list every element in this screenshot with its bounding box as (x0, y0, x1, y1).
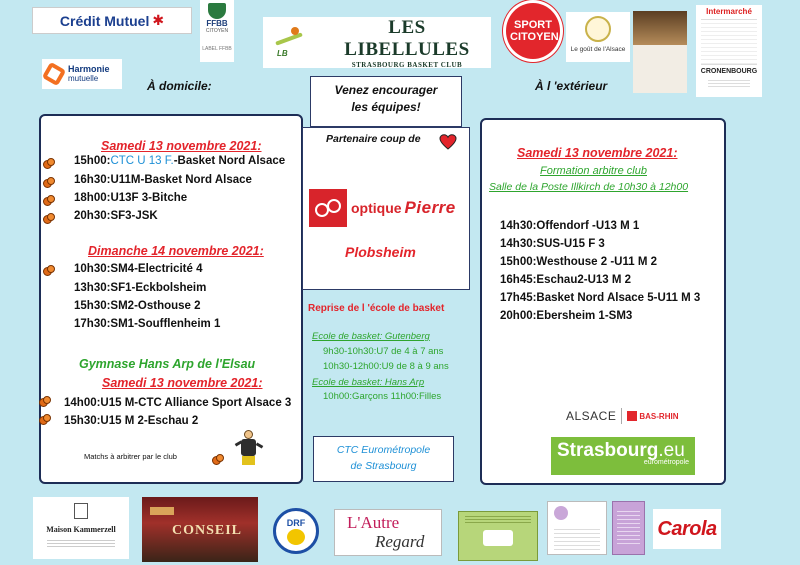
green-flyer-card (458, 511, 538, 561)
kammerzell-logo: Maison Kammerzell (33, 497, 129, 559)
domicile-day3-title: Samedi 13 novembre 2021: (102, 376, 263, 390)
gout-alsace-logo: Le goût de l'Alsace (566, 12, 630, 62)
credit-mutuel-logo: Crédit Mutuel ✱ (32, 7, 192, 34)
green-flyer-logo-icon (483, 530, 513, 546)
away-match-row: 17h45:Basket Nord Alsace 5-U11 M 3 (500, 292, 701, 304)
match-row: 10h30:SM4-Electricité 4 (74, 263, 203, 275)
match-row: 15h30:U15 M 2-Eschau 2 (64, 415, 199, 427)
basketball-icon (43, 195, 53, 205)
domicile-day2-title: Dimanche 14 novembre 2021: (88, 244, 264, 258)
autre-regard-logo: L'Autre Regard (334, 509, 442, 556)
strasbourg-eu-logo: Strasbourg.eu eurométropole (551, 437, 695, 475)
bas-rhin-mark-icon (627, 411, 637, 421)
ctc-box: CTC Eurométropole de Strasbourg (313, 436, 454, 482)
optique-pierre-logo: optique Pierre (309, 189, 467, 227)
away-match-row: 14h30:Offendorf -U13 M 1 (500, 220, 640, 232)
ffbb-shield-icon (208, 3, 226, 19)
reprise-title: Reprise de l 'école de basket (308, 303, 445, 314)
plobsheim-label: Plobsheim (345, 244, 416, 260)
basketball-icon (212, 454, 222, 464)
sport-citoyen-logo: SPORT CITOYEN (503, 0, 563, 62)
domicile-panel (39, 114, 303, 484)
venue-title: Gymnase Hans Arp de l'Elsau (79, 357, 256, 371)
cuisine-photo (633, 11, 687, 93)
match-row: 15h00:CTC U 13 F.-Basket Nord Alsace (74, 155, 286, 167)
carola-logo: Carola (653, 509, 721, 549)
domicile-day1-title: Samedi 13 novembre 2021: (101, 139, 262, 153)
harmonie-hexagon-icon (42, 62, 66, 87)
drf-alpha-icon (287, 529, 305, 545)
basketball-icon (39, 396, 49, 406)
match-row: 20h30:SF3-JSK (74, 210, 158, 222)
ffbb-label-logo: FFBB CITOYEN LABEL FFBB (200, 0, 234, 62)
business-card-1 (547, 501, 607, 555)
ecole2-title: Ecole de basket: Hans Arp (312, 377, 425, 388)
basketball-icon (43, 158, 53, 168)
basketball-icon (43, 177, 53, 187)
partenaire-label: Partenaire coup de (326, 133, 421, 145)
philippe-rome-emblem-icon (585, 16, 611, 42)
exterieur-heading: À l 'extérieur (535, 79, 608, 93)
business-card-2 (612, 501, 645, 555)
libellules-club-logo: LB LES LIBELLULES STRASBOURG BASKET CLUB (263, 17, 491, 68)
drf-informatique-logo: DRF (273, 508, 319, 554)
arbitrage-note: Matchs à arbitrer par le club (84, 452, 177, 461)
card-emblem-icon (554, 506, 568, 520)
kammerzell-crest-icon (74, 503, 88, 519)
away-match-row: 20h00:Ebersheim 1-SM3 (500, 310, 633, 322)
domicile-heading: À domicile: (147, 79, 212, 93)
ecole2-line1: 10h00:Garçons 11h00:Filles (323, 391, 442, 402)
match-row: 14h00:U15 M-CTC Alliance Sport Alsace 3 (64, 397, 292, 409)
alsace-bas-rhin-logo: ALSACE BAS-RHIN (558, 403, 688, 429)
match-row: 15h30:SM2-Osthouse 2 (74, 300, 201, 312)
heart-icon (439, 134, 457, 150)
conseil-photo: CONSEIL (142, 497, 258, 562)
credit-mutuel-mark-icon: ✱ (152, 12, 165, 28)
away-match-row: 15h00:Westhouse 2 -U11 M 2 (500, 256, 658, 268)
referee-character-icon (233, 430, 263, 470)
dragonfly-player-icon: LB (269, 23, 309, 63)
match-row: 16h30:U11M-Basket Nord Alsace (74, 174, 252, 186)
away-match-row: 16h45:Eschau2-U13 M 2 (500, 274, 632, 286)
exterieur-day-title: Samedi 13 novembre 2021: (517, 146, 678, 160)
basketball-icon (43, 213, 53, 223)
match-row: 17h30:SM1-Soufflenheim 1 (74, 318, 221, 330)
harmonie-mutuelle-logo: Harmonie mutuelle (42, 59, 122, 89)
away-match-row: 14h30:SUS-U15 F 3 (500, 238, 605, 250)
basketball-icon (43, 265, 53, 275)
encourager-box: Venez encourager les équipes! (310, 76, 462, 127)
glasses-icon (309, 189, 347, 227)
intermarche-logo: Intermarché CRONENBOURG (696, 5, 762, 97)
ecole1-line2: 10h30-12h00:U9 de 8 à 9 ans (323, 361, 449, 372)
match-row: 18h00:U13F 3-Bitche (74, 192, 188, 204)
basketball-icon (39, 414, 49, 424)
salle-title: Salle de la Poste Illkirch de 10h30 à 12h00 (489, 181, 689, 193)
ecole1-line1: 9h30-10h30:U7 de 4 à 7 ans (323, 346, 444, 357)
formation-title: Formation arbitre club (540, 165, 647, 177)
match-row: 13h30:SF1-Eckbolsheim (74, 282, 207, 294)
ecole1-title: Ecole de basket: Gutenberg (312, 331, 430, 342)
